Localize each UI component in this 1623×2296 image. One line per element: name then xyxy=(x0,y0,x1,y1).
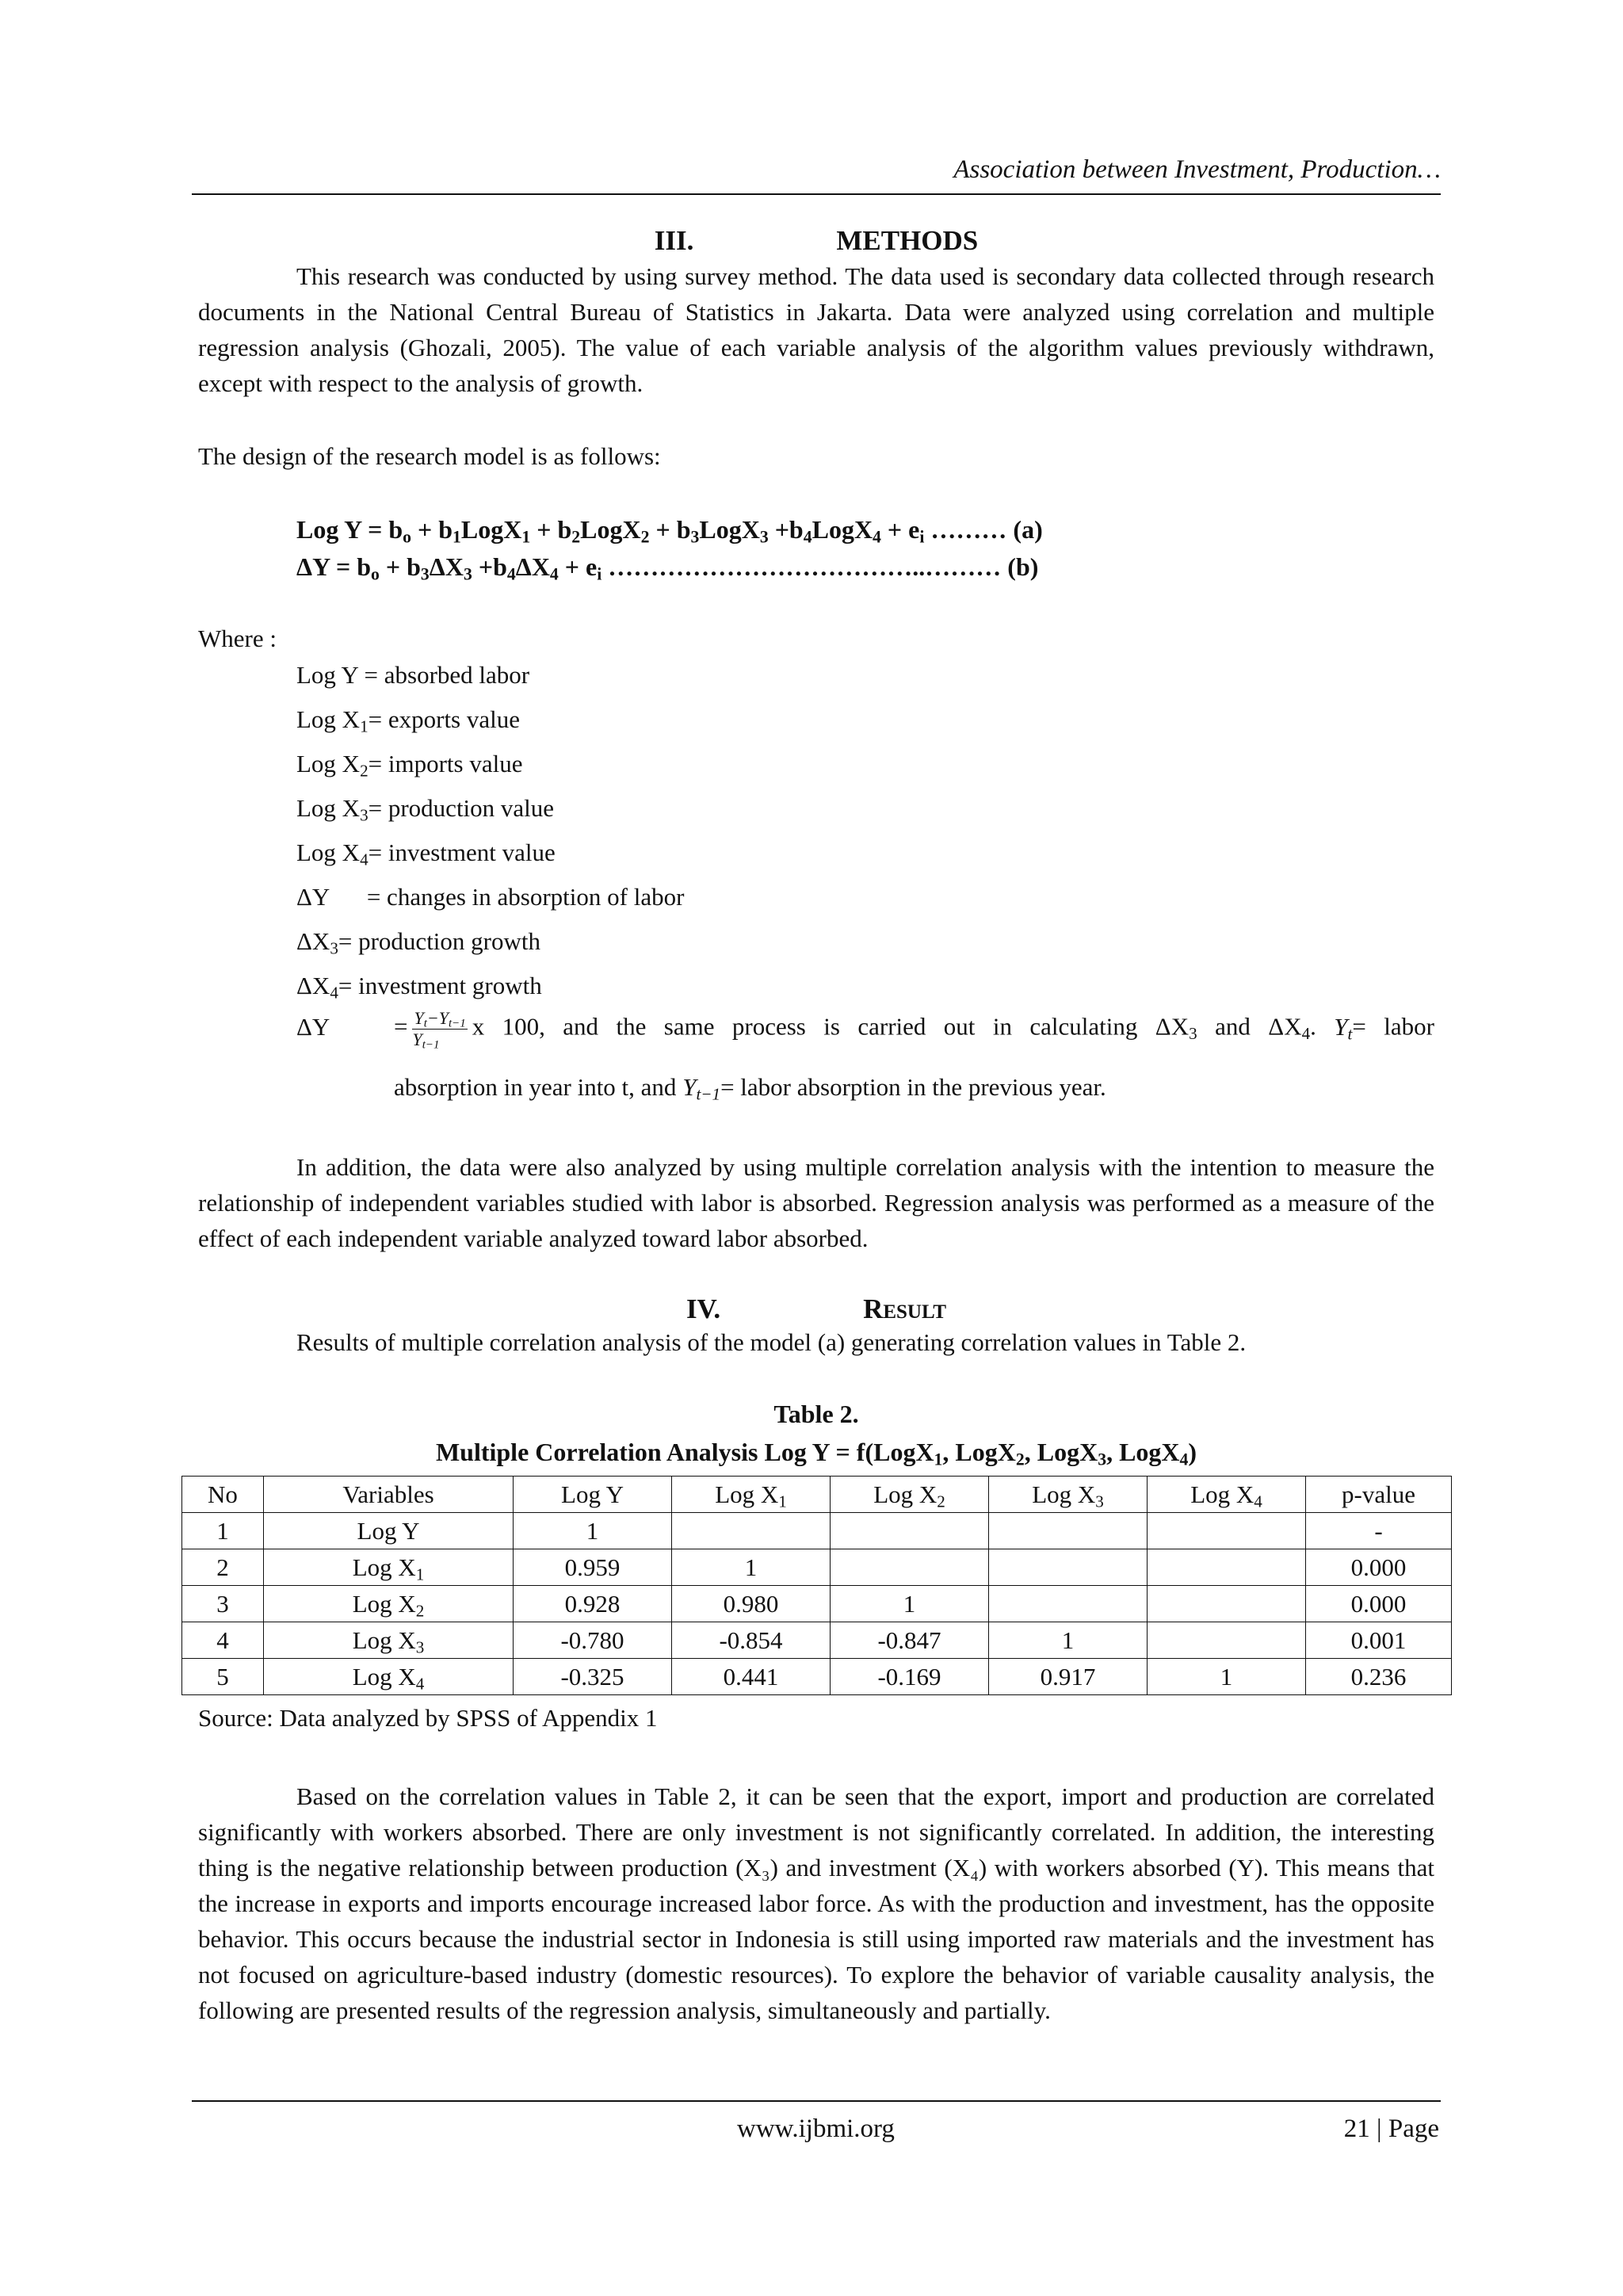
header-no: No xyxy=(182,1477,264,1513)
result-title: Result xyxy=(863,1293,947,1324)
def-delta-x4: $\Delta X_4=$ investment growth xyxy=(296,972,542,1003)
equation-a: Log $Y = b_o$ + $b_1LogX_1$ + $b_2LogX_2$ + $b_3LogX_3$ $+b_4LogX_4 + e_i$ ……… (a) xyxy=(296,515,1043,547)
header-log-y: Log Y xyxy=(514,1477,672,1513)
model-intro: The design of the research model is as follows: xyxy=(198,442,661,470)
result-discussion-paragraph: Based on the correlation values in Table 2, it can be seen that the export, import and production are correlated significantly with workers absorbed. There are only investment is not significantly correlated. In addition, the interesting thing is the negative relationship between production (X₃) and investment (X₄) with workers absorbed (Y). This means that the increase in exports and imports encourage increased labor force. As with the production and investment, has the opposite behavior. This occurs because the industrial sector in Indonesia is still using imported raw materials and the investment has not focused on agriculture-based industry (domestic resources). To explore the behavior of variable causality analysis, the following are presented results of the regression analysis, simultaneously and partially. xyxy=(198,1782,1434,2024)
table-row: 2 Log $X_1$ 0.959 1 0.000 xyxy=(182,1549,1452,1586)
methods-intro-paragraph: This research was conducted by using survey method. The data used is secondary data collected through research documents in the National Central Bureau of Statistics in Jakarta. Data were analyzed using correlation and multiple regression analysis (Ghozali, 2005). The value of each variable analysis of the algorithm values previously withdrawn, except with respect to the analysis of growth. xyxy=(198,262,1434,397)
header-log-x4: Log $X_4$ xyxy=(1148,1477,1306,1513)
methods-additional-paragraph: In addition, the data were also analyzed by using multiple correlation analysis with the intention to measure the relationship of independent variables studied with labor is absorbed. Regression analysis was performed as a measure of the effect of each independent variable analyzed toward labor absorbed. xyxy=(198,1153,1434,1252)
footer-page-number: 21 | Page xyxy=(1343,2115,1439,2143)
table-header-row xyxy=(182,1477,1452,1513)
header-log-x1: Log $X_1$ xyxy=(672,1477,831,1513)
def-log-x4: Log $X_4=$ investment value xyxy=(296,839,556,869)
table-row: 5 Log $X_4$ -0.325 0.441 -0.169 0.917 1 0.236 xyxy=(182,1659,1452,1695)
table-row: 3 Log $X_2$ 0.928 0.980 1 0.000 xyxy=(182,1586,1452,1622)
equation-a-tag: ……… (a) xyxy=(930,515,1043,544)
equation-b-tag: ………………………………..……… (b) xyxy=(608,552,1039,581)
table-label: Table 2. xyxy=(773,1400,859,1428)
def-log-y: Log Y = absorbed labor xyxy=(296,661,530,689)
def-log-x2: Log $X_2=$ imports value xyxy=(296,750,523,781)
correlation-table xyxy=(181,1476,1452,1695)
growth-label: ΔY xyxy=(296,1013,330,1041)
growth-fraction: $\frac{Y_t-Y_{t-1}}{Y_{t-1}}$ xyxy=(412,1008,466,1052)
result-heading xyxy=(192,1293,1441,1325)
equation-b: $\Delta Y = b_o + b_3\Delta X_3 +b_4\Delta X_4 + e_i$ ………………………………..……… (b) xyxy=(296,552,1039,584)
where-label: Where : xyxy=(198,625,277,652)
result-intro: Results of multiple correlation analysis of the model (a) generating correlation values in Table 2. xyxy=(296,1328,1247,1356)
def-delta-x3: $\Delta X_3=$ production growth xyxy=(296,927,540,958)
table-source: Source: Data analyzed by SPSS of Appendix 1 xyxy=(198,1704,658,1732)
def-log-x3: Log $X_3=$ production value xyxy=(296,794,555,825)
methods-heading xyxy=(192,225,1441,257)
header-log-x3: Log $X_3$ xyxy=(989,1477,1148,1513)
growth-formula-line1: = $\frac{Y_t-Y_{t-1}}{Y_{t-1}}$ x 100, and the same process is carried out in calculating $\Delta X_3$ and $\Delta X_4$. $Y_t=$ labor xyxy=(394,1008,1435,1052)
header-rule xyxy=(192,193,1441,195)
footer-rule xyxy=(192,2100,1441,2102)
result-number: IV. xyxy=(685,1293,721,1324)
methods-title: METHODS xyxy=(836,225,979,256)
def-delta-y: ΔY = changes in absorption of labor xyxy=(296,883,685,911)
def-log-x1: Log $X_1=$ exports value xyxy=(296,705,520,736)
running-title: Association between Investment, Production… xyxy=(953,155,1441,184)
table-title: Multiple Correlation Analysis Log Y = f(LogX$_1$, LogX$_2$, LogX$_3$, LogX$_4$) xyxy=(435,1438,1197,1469)
table-row: 4 Log $X_3$ -0.780 -0.854 -0.847 1 0.001 xyxy=(182,1622,1452,1659)
header-log-x2: Log $X_2$ xyxy=(831,1477,989,1513)
methods-number: III. xyxy=(654,225,694,256)
header-p-value: p-value xyxy=(1306,1477,1452,1513)
footer-url: www.ijbmi.org xyxy=(737,2115,895,2143)
growth-formula-line2: absorption in year into t, and $Y_{t-1}=$ labor absorption in the previous year. xyxy=(394,1073,1106,1104)
header-variables: Variables xyxy=(264,1477,514,1513)
table-row: 1 Log Y 1 - xyxy=(182,1513,1452,1549)
